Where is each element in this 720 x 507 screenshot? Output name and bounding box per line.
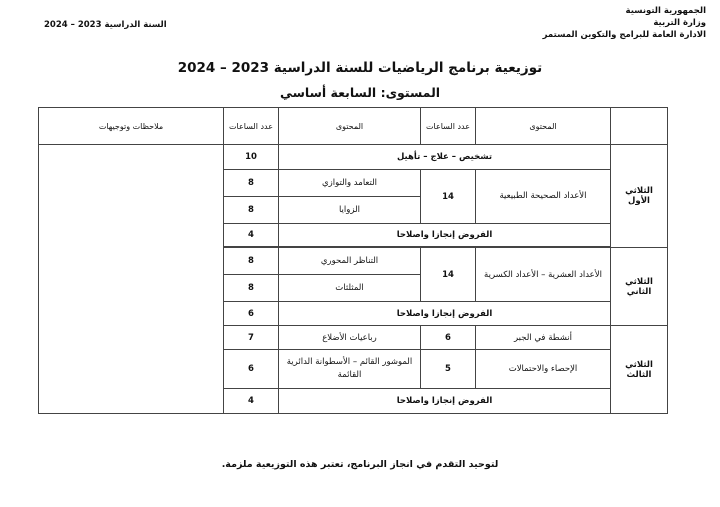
t1-sub-2-hours: 8	[224, 197, 279, 224]
t1-diagnostic: تشخيص – علاج – تأهيل	[279, 145, 611, 170]
notes-cell	[39, 145, 224, 414]
school-year: السنة الدراسية 2023 – 2024	[44, 20, 167, 30]
grade-level: المستوى: السابعة أساسي	[279, 85, 441, 100]
footer-note: لتوحيد التقدم في انجاز البرنامج، تعتبر هذه التوزيعية ملزمة.	[221, 459, 499, 470]
t3-sub-2-hours: 6	[224, 350, 279, 389]
table-row	[39, 145, 668, 170]
ministry-name: وزارة التربية	[653, 18, 706, 28]
t1-main-hours: 14	[421, 170, 476, 224]
t2-sub-1: التناظر المحوري	[279, 248, 421, 275]
t3-main-1-hours: 6	[421, 326, 476, 350]
header-content-1: المحتوى	[476, 108, 611, 145]
t3-main-1: أنشطة في الجبر	[476, 326, 611, 350]
t3-main-2-hours: 5	[421, 350, 476, 389]
t2-sub-2-hours: 8	[224, 275, 279, 302]
distribution-table	[38, 107, 668, 414]
directorate-name: الادارة العامة للبرامج والتكوين المستمر	[542, 30, 706, 40]
header-hours-1: عدد الساعات	[421, 108, 476, 145]
t2-main-hours: 14	[421, 248, 476, 302]
country-name: الجمهورية التونسية	[625, 6, 706, 16]
institution-header	[506, 5, 706, 41]
t2-sub-1-hours: 8	[224, 248, 279, 275]
t2-main-content: الأعداد العشرية – الأعداد الكسرية	[476, 248, 611, 302]
t1-sub-1-hours: 8	[224, 170, 279, 197]
t2-tests-hours: 6	[224, 302, 279, 326]
t1-diagnostic-hours: 10	[224, 145, 279, 170]
t1-sub-1: التعامد والتوازي	[279, 170, 421, 197]
t3-sub-2: الموشور القائم – الأسطوانة الدائرية القائمة	[279, 350, 421, 389]
header-hours-2: عدد الساعات	[224, 108, 279, 145]
t3-sub-1: رباعيات الأضلاع	[279, 326, 421, 350]
table-header-row	[39, 108, 668, 145]
t1-main-content: الأعداد الصحيحة الطبيعية	[476, 170, 611, 224]
trimester-2-label: الثلاثي الثاني	[611, 248, 668, 326]
t3-main-2: الإحصاء والاحتمالات	[476, 350, 611, 389]
t1-tests-hours: 4	[224, 224, 279, 247]
document-title: توزيعية برنامج الرياضيات للسنة الدراسية 2023 – 2024	[177, 60, 543, 76]
t1-sub-2: الزوايا	[279, 197, 421, 224]
t3-sub-1-hours: 7	[224, 326, 279, 350]
t2-sub-2: المثلثات	[279, 275, 421, 302]
header-notes: ملاحظات وتوجيهات	[39, 108, 224, 145]
t1-tests: الفروض إنجازا واصلاحا	[279, 224, 611, 247]
t3-tests-hours: 4	[224, 389, 279, 414]
t3-tests: الفروض إنجازا واصلاحا	[279, 389, 611, 414]
trimester-3-label: الثلاثي الثالث	[611, 326, 668, 414]
header-content-2: المحتوى	[279, 108, 421, 145]
t2-tests: الفروض إنجازا واصلاحا	[279, 302, 611, 326]
trimester-1-label: الثلاثي الأول	[611, 145, 668, 248]
